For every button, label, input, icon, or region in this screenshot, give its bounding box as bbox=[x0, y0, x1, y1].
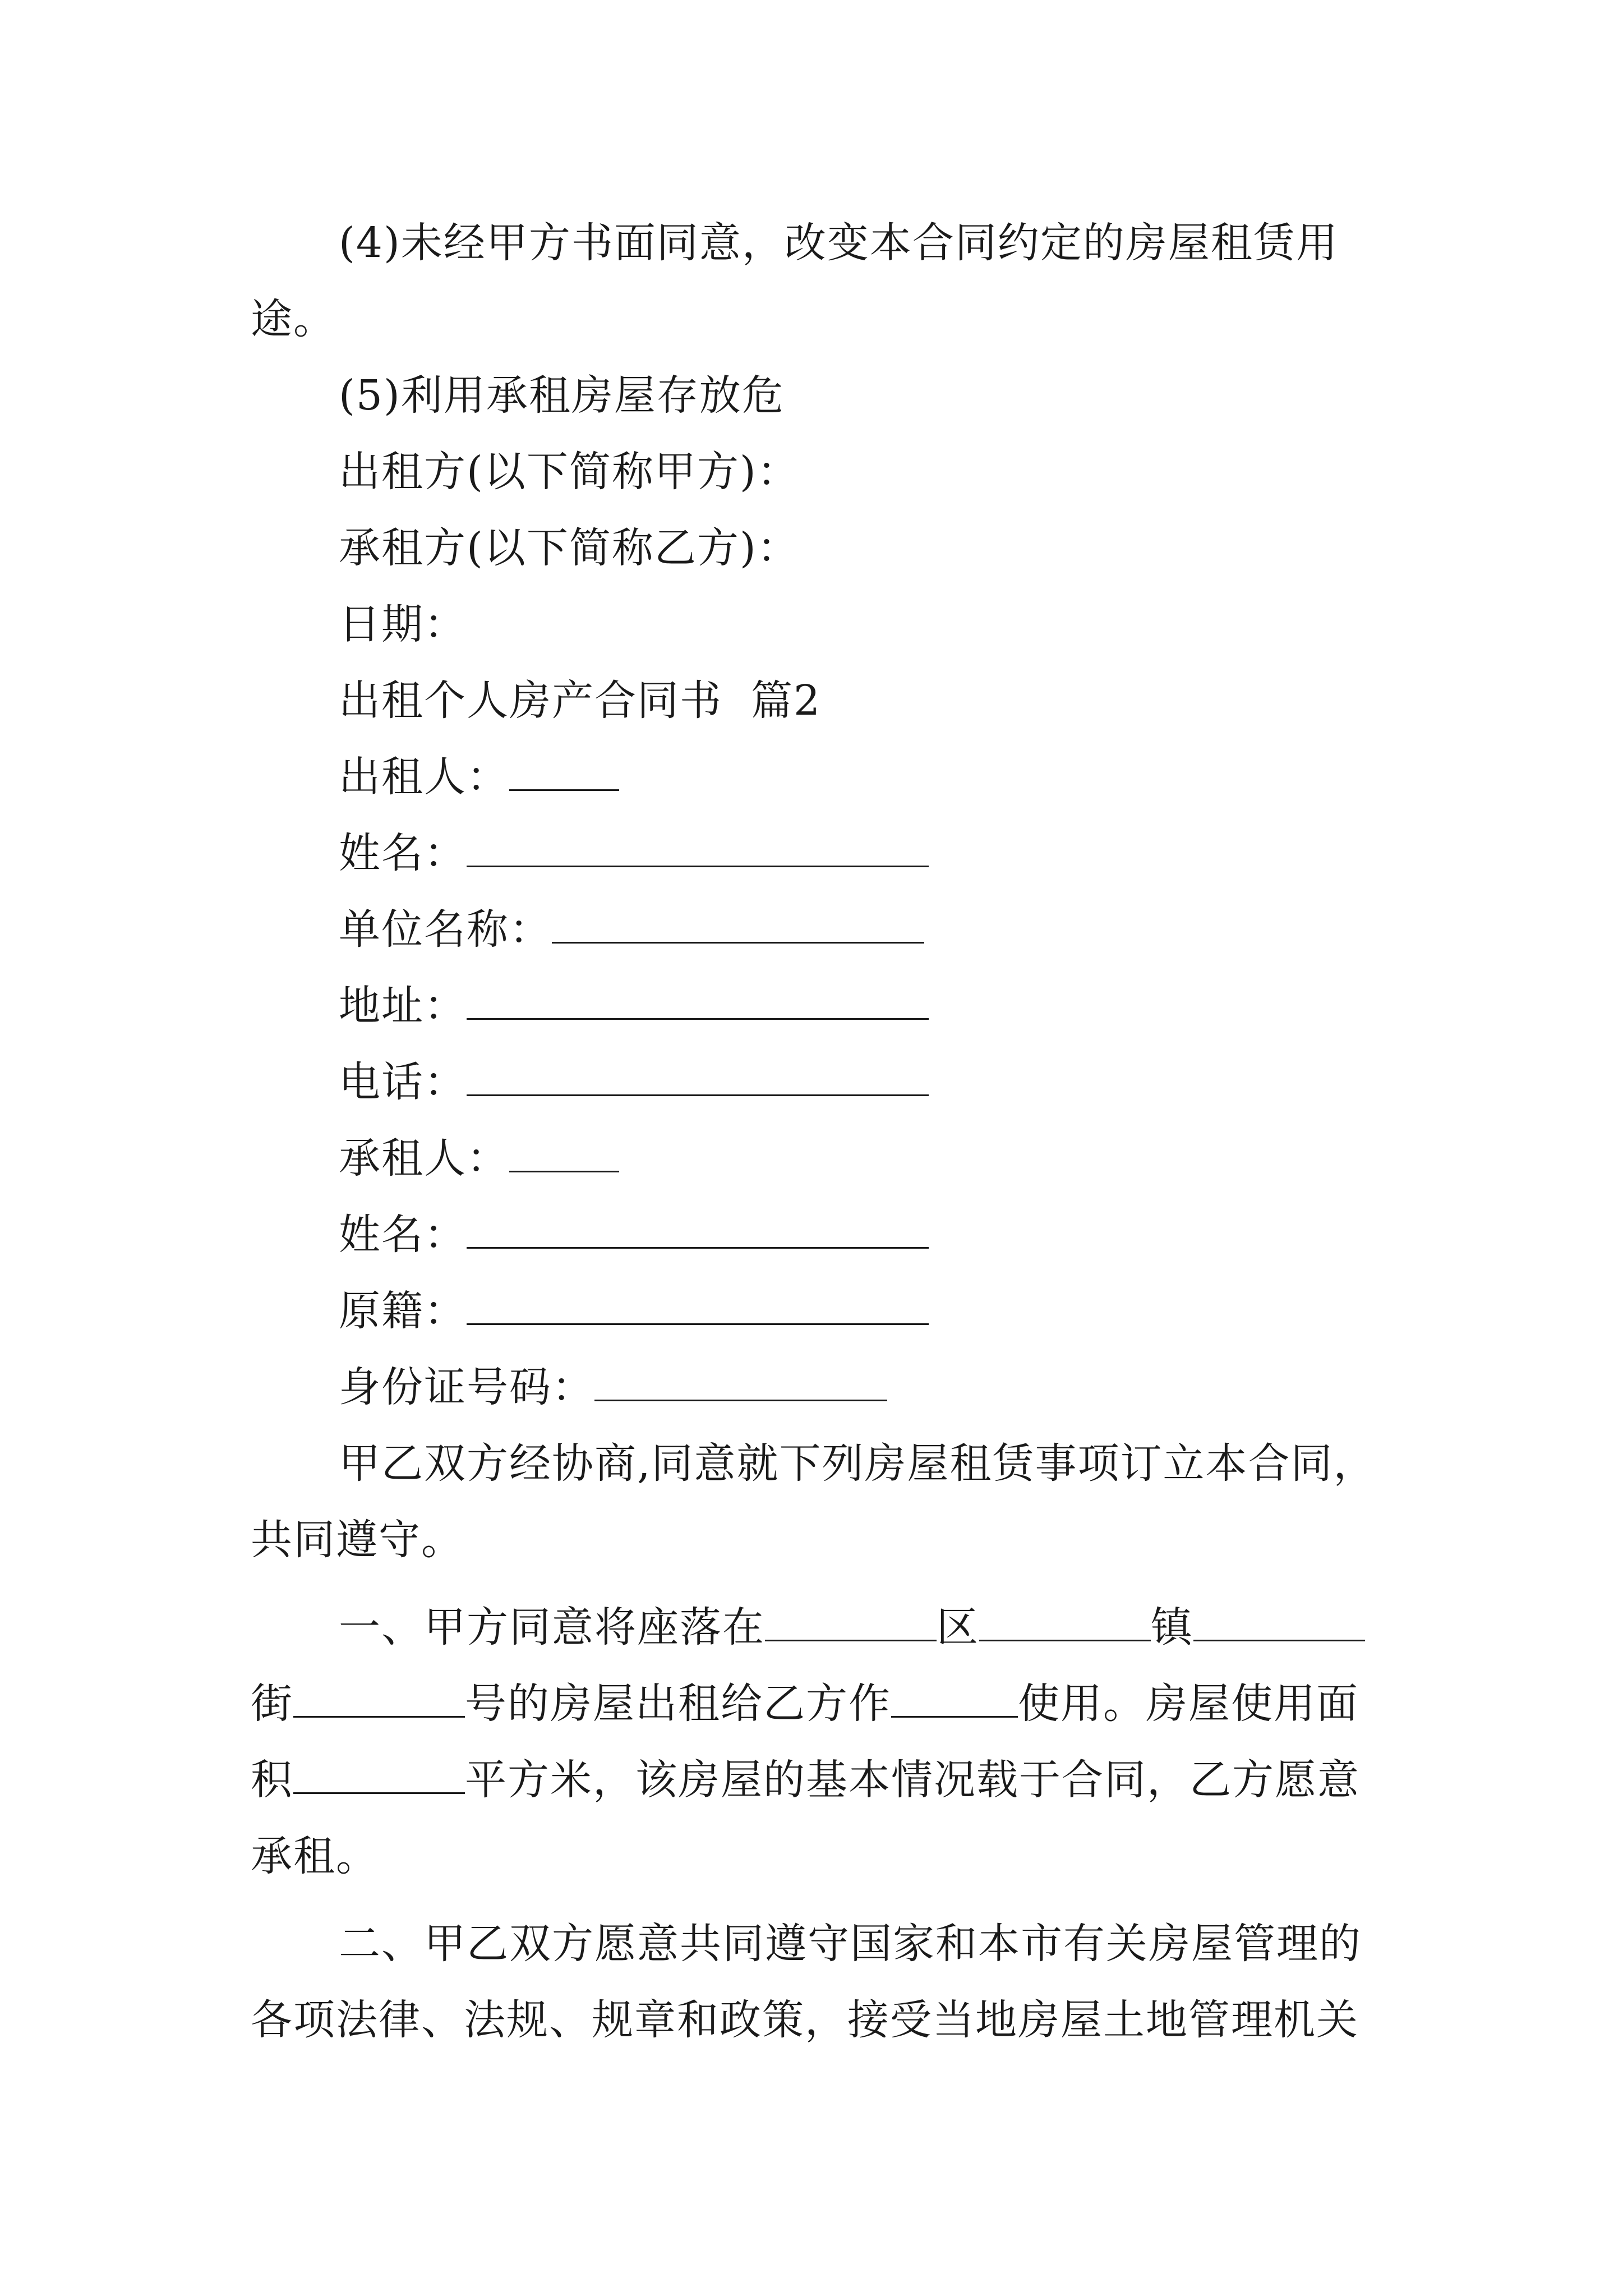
text: (4)未经甲方书面同意，改变本合同约定的房屋租赁用 bbox=[339, 219, 1339, 267]
blank-line bbox=[467, 986, 929, 1020]
text: 地址： bbox=[339, 982, 467, 1030]
lessor-address-field bbox=[339, 982, 1477, 1030]
date-label bbox=[339, 600, 1477, 648]
lessor-field bbox=[339, 753, 1477, 801]
text: 街 bbox=[251, 1680, 293, 1728]
text: 身份证号码： bbox=[339, 1363, 594, 1411]
clause-4-line-2 bbox=[251, 295, 1389, 343]
blank-line bbox=[509, 1138, 619, 1172]
text: 甲乙双方经协商,同意就下列房屋租赁事项订立本合同， bbox=[339, 1439, 1376, 1488]
text: 各项法律、法规、规章和政策，接受当地房屋土地管理机关 bbox=[251, 1996, 1359, 2044]
text: 途。 bbox=[251, 295, 336, 343]
text: 二、甲乙双方愿意共同遵守国家和本市有关房屋管理的 bbox=[339, 1920, 1362, 1968]
text: 镇 bbox=[1151, 1603, 1193, 1651]
blank-line bbox=[509, 757, 619, 791]
text: 积 bbox=[251, 1756, 293, 1804]
text: 电话： bbox=[339, 1058, 467, 1106]
text: 出租人： bbox=[339, 753, 509, 801]
article-1-line-1 bbox=[339, 1603, 1477, 1651]
article-2-line-1 bbox=[339, 1920, 1477, 1968]
text: 承租。 bbox=[251, 1832, 379, 1880]
agreement-line-1 bbox=[339, 1439, 1477, 1488]
text: 平方米，该房屋的基本情况载于合同，乙方愿意 bbox=[465, 1756, 1360, 1804]
blank-line bbox=[467, 1062, 929, 1096]
lessor-phone-field bbox=[339, 1058, 1477, 1106]
text: 区 bbox=[937, 1603, 979, 1651]
lessor-name-field bbox=[339, 829, 1477, 877]
lessee-field bbox=[339, 1134, 1477, 1182]
lessee-name-field bbox=[339, 1211, 1477, 1259]
text: 姓名： bbox=[339, 1211, 467, 1259]
blank-line bbox=[765, 1607, 937, 1641]
lessor-label bbox=[339, 448, 1477, 496]
text: 原籍： bbox=[339, 1287, 467, 1335]
text: 单位名称： bbox=[339, 905, 552, 954]
lessor-company-field bbox=[339, 905, 1477, 954]
blank-line bbox=[293, 1683, 465, 1718]
text: 承租人： bbox=[339, 1134, 509, 1182]
blank-line bbox=[552, 909, 924, 944]
text: 号的房屋出租给乙方作 bbox=[465, 1680, 891, 1728]
text: 承租方(以下简称乙方)： bbox=[339, 524, 800, 572]
text: (5)利用承租房屋存放危 bbox=[339, 371, 785, 420]
blank-line bbox=[891, 1683, 1018, 1718]
blank-line bbox=[293, 1760, 465, 1794]
clause-4-line-1 bbox=[339, 219, 1477, 267]
text: 使用。房屋使用面 bbox=[1018, 1680, 1359, 1728]
blank-line bbox=[594, 1367, 887, 1401]
blank-line bbox=[467, 833, 929, 867]
article-2-line-2 bbox=[251, 1996, 1389, 2044]
blank-line bbox=[979, 1607, 1151, 1641]
text: 姓名： bbox=[339, 829, 467, 877]
article-1-line-2 bbox=[251, 1680, 1389, 1728]
section-title bbox=[339, 677, 1477, 725]
text: 一、甲方同意将座落在 bbox=[339, 1603, 765, 1651]
lessee-id-field bbox=[339, 1363, 1477, 1411]
article-1-line-3 bbox=[251, 1756, 1389, 1804]
blank-line bbox=[1193, 1607, 1365, 1641]
agreement-line-2 bbox=[251, 1516, 1389, 1564]
article-1-line-4 bbox=[251, 1832, 1389, 1880]
blank-line bbox=[467, 1291, 929, 1325]
lessee-label bbox=[339, 524, 1477, 572]
blank-line bbox=[467, 1214, 929, 1249]
text: 出租方(以下简称甲方)： bbox=[339, 448, 800, 496]
lessee-origin-field bbox=[339, 1287, 1477, 1335]
clause-5 bbox=[339, 371, 1477, 420]
text: 日期： bbox=[339, 600, 467, 648]
text: 共同遵守。 bbox=[251, 1516, 464, 1564]
text: 出租个人房产合同书 篇2 bbox=[339, 677, 822, 725]
